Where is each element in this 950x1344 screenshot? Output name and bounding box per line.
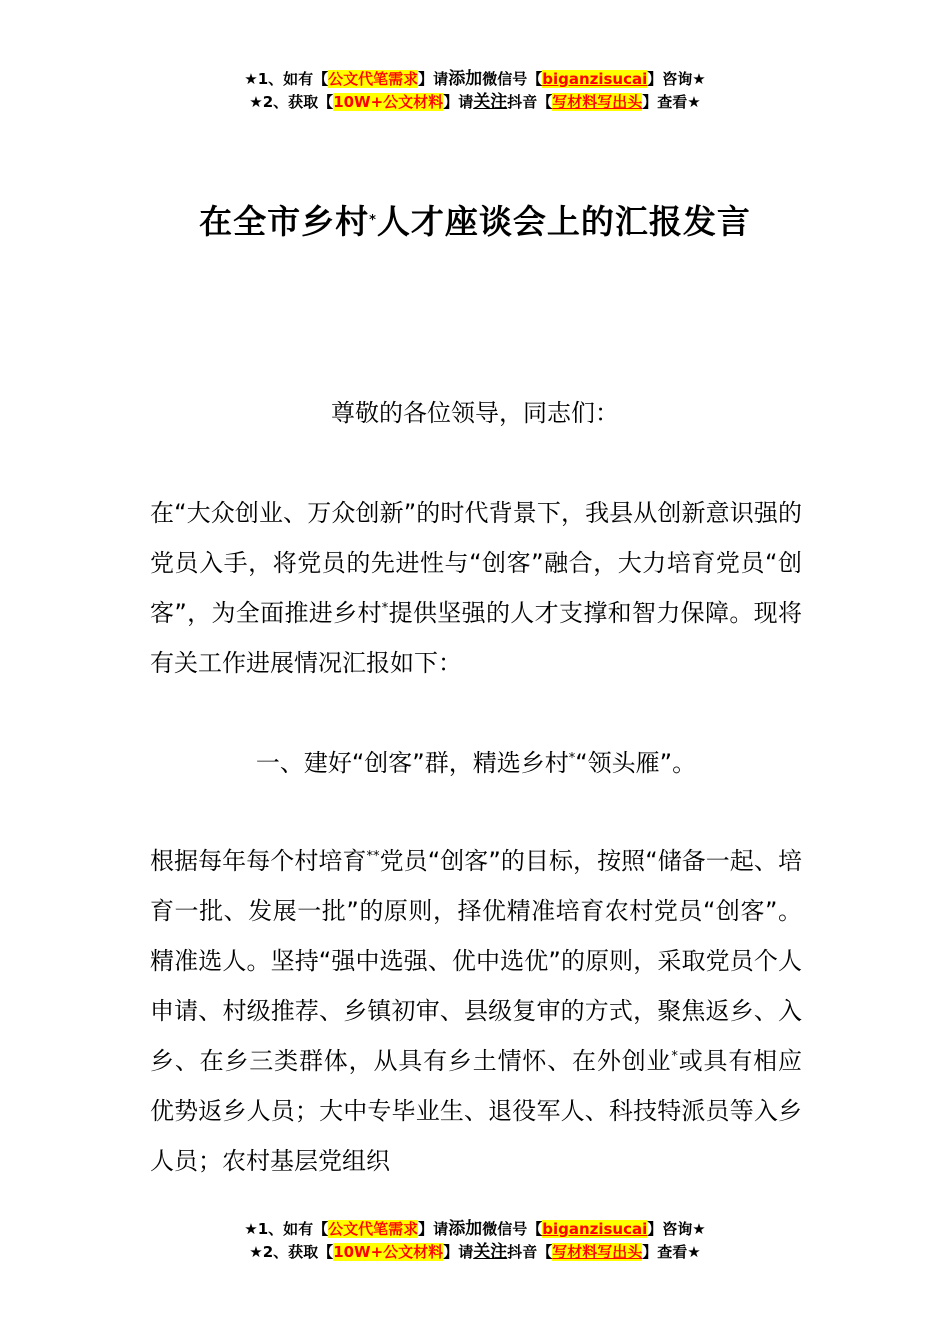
banner-line-1 [0,1218,950,1241]
wechat-id-highlight: biganzisucai [542,1220,648,1238]
banner-text: 】请 [443,1243,474,1261]
paragraph-text: 根据每年每个村培育 [150,847,367,875]
redaction-mark: * [381,601,389,616]
redaction-mark: * [568,751,576,766]
banner-emphasis: 添加 [448,69,483,89]
redaction-mark: * [369,213,377,228]
heading-text: “领头雁”。 [575,749,697,777]
heading-text: 一、建好“创客”群，精选乡村 [255,749,569,777]
redaction-mark: ** [366,849,380,864]
banner-text: 微信号【 [482,1220,543,1238]
banner-line-1 [0,68,950,91]
banner-emphasis: 关注 [473,92,508,112]
banner-highlight: 公文代笔需求 [328,70,419,88]
banner-text: 抖音【 [507,93,553,111]
banner-line-2 [0,91,950,114]
paragraph-text: 或具有相应优势返乡人员；大中专毕业生、退役军人、科技特派员等入乡人员；农村基层党组织 [150,1047,803,1175]
douyin-id-highlight: 写材料写出头 [552,93,643,111]
section-heading-1 [150,738,802,788]
douyin-id-highlight: 写材料写出头 [552,1243,643,1261]
footer-banner [0,1218,950,1264]
title-part: 人才座谈会上的汇报发言 [376,202,751,241]
redaction-mark: * [671,1049,678,1064]
wechat-id-highlight: biganzisucai [542,70,648,88]
banner-text: ★2、获取【 [249,93,334,111]
banner-text: ★2、获取【 [249,1243,334,1261]
banner-text: 】查看★ [642,93,701,111]
banner-line-2 [0,1241,950,1264]
banner-text: 微信号【 [482,70,543,88]
banner-emphasis: 添加 [448,1219,483,1239]
header-banner [0,68,950,114]
banner-highlight: 公文代笔需求 [328,1220,419,1238]
banner-highlight: 10W+公文材料 [333,93,444,111]
banner-text: 】咨询★ [647,70,706,88]
paragraph-text: 党员“创客”的目标，按照“储备一起、培育一批、发展一批”的原则，择优精准培育农村党员“创客”。精准选人。坚持“强中选强、优中选优”的原则，采取党员个人申请、村级推荐、乡镇初审、县级复审的方式，聚焦返乡、入乡、在乡三类群体，从具有乡土情怀、在外创业 [150,847,802,1075]
banner-text: 】请 [418,1220,449,1238]
paragraph-text: 在“大众创业、万众创新”的时代背景下，我县从创新意识强的党员入手，将党员的先进性与“创客”融合，大力培育党员“创客”，为全面推进乡村 [150,499,802,627]
banner-text: 】请 [418,70,449,88]
banner-highlight: 10W+公文材料 [333,1243,444,1261]
document-title [0,198,950,246]
banner-text: 】查看★ [642,1243,701,1261]
title-part: 在全市乡村 [199,202,370,241]
salutation: 尊敬的各位领导，同志们： [331,399,619,427]
banner-emphasis: 关注 [473,1242,508,1262]
banner-text: ★1、如有【 [244,1220,329,1238]
paragraph-intro [150,488,802,688]
banner-text: 抖音【 [507,1243,553,1261]
paragraph-text: 提供坚强的人才支撑和智力保障。现将有关工作进展情况汇报如下： [150,599,803,677]
banner-text: 】请 [443,93,474,111]
paragraph-section-1 [150,836,802,1186]
banner-text: 】咨询★ [647,1220,706,1238]
banner-text: ★1、如有【 [244,70,329,88]
